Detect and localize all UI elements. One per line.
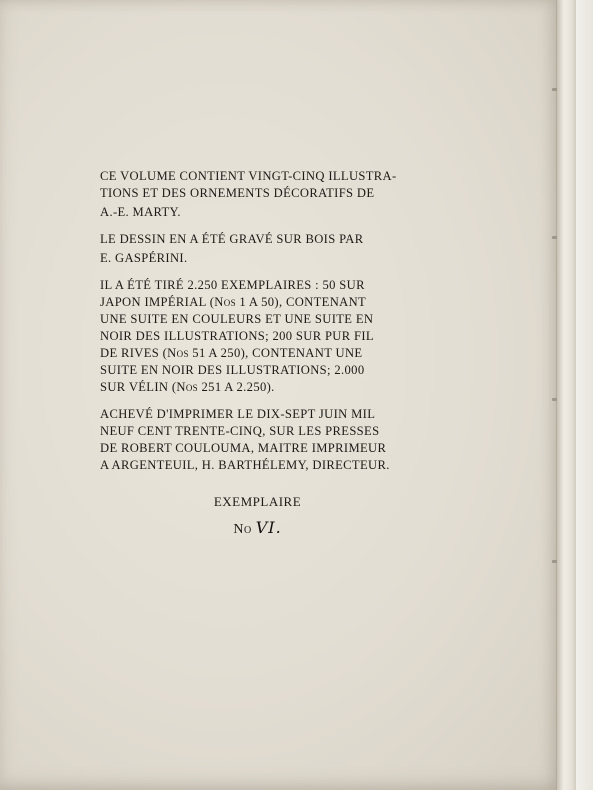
text-line: LE DESSIN EN A ÉTÉ GRAVÉ SUR BOIS PAR: [100, 232, 364, 246]
text-line: TIONS ET DES ORNEMENTS DÉCORATIFS DE: [100, 186, 375, 200]
exemplaire-label: EXEMPLAIRE: [213, 494, 302, 509]
exemplaire-block: [100, 492, 415, 540]
text-line: DE ROBERT COULOUMA, MAITRE IMPRIMEUR: [100, 441, 387, 455]
number-prefix: No: [233, 522, 252, 537]
colophon-paragraph-print-run: [100, 277, 415, 396]
text-line: SUITE EN NOIR DES ILLUSTRATIONS; 2.000: [100, 363, 365, 377]
text-line: A ARGENTEUIL, H. BARTHÉLEMY, DIRECTEUR.: [100, 458, 390, 472]
text-line: CE VOLUME CONTIENT VINGT-CINQ ILLUSTRA-: [100, 169, 397, 183]
text-line: NOIR DES ILLUSTRATIONS; 200 SUR PUR FIL: [100, 329, 374, 343]
binding-hole: [552, 560, 557, 563]
exemplaire-number: [100, 518, 415, 540]
handwritten-number: VI.: [255, 518, 282, 537]
engraver-name: E. GASPÉRINI.: [100, 251, 188, 265]
binding-hole: [552, 88, 557, 91]
next-page-sliver: [576, 0, 593, 790]
text-line: ACHEVÉ D'IMPRIMER LE DIX-SEPT JUIN MIL: [100, 407, 376, 421]
colophon-paragraph-printer: [100, 406, 415, 474]
binding-hole: [552, 236, 557, 239]
text-line: UNE SUITE EN COULEURS ET UNE SUITE EN: [100, 312, 374, 326]
page-edge: [556, 0, 577, 790]
text-line: NEUF CENT TRENTE-CINQ, SUR LES PRESSES: [100, 424, 380, 438]
illustrator-name: A.-E. MARTY.: [100, 205, 181, 219]
text-line: DE RIVES (Nos 51 A 250), CONTENANT UNE: [100, 346, 363, 360]
text-line: SUR VÉLIN (Nos 251 A 2.250).: [100, 380, 275, 394]
binding-hole: [552, 398, 557, 401]
colophon-paragraph-illustrations: [100, 168, 415, 221]
text-line: JAPON IMPÉRIAL (Nos 1 A 50), CONTENANT: [100, 295, 367, 309]
text-line: IL A ÉTÉ TIRÉ 2.250 EXEMPLAIRES : 50 SUR: [100, 278, 365, 292]
colophon-text: [100, 168, 415, 484]
colophon-paragraph-engraving: [100, 231, 415, 267]
